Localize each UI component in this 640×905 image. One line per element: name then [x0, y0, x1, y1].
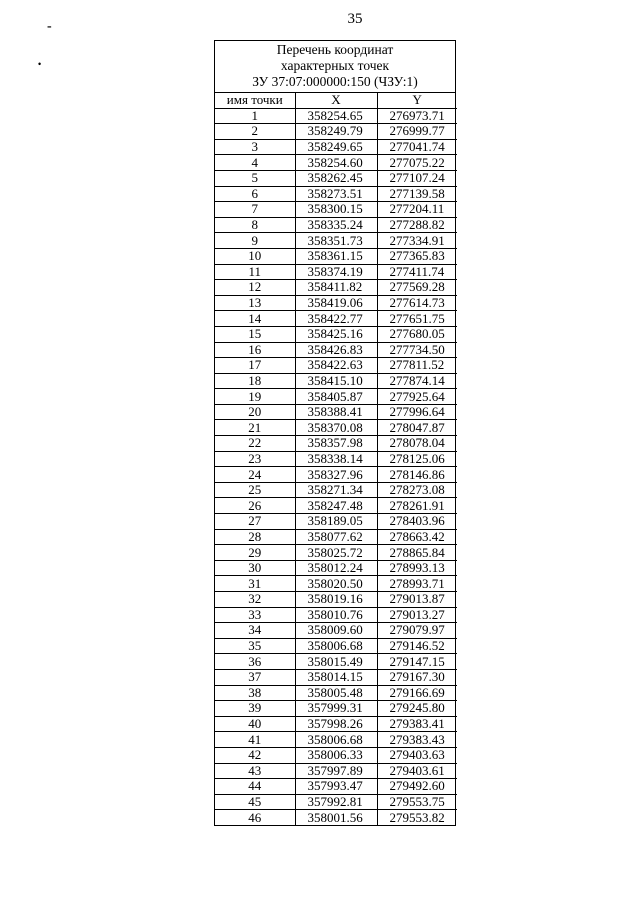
- cell-y: 277411.74: [377, 264, 457, 280]
- table-row: [215, 498, 457, 514]
- cell-y: 277041.74: [377, 139, 457, 155]
- cell-y: 278125.06: [377, 451, 457, 467]
- table-row: [215, 467, 457, 483]
- table-row: [215, 155, 457, 171]
- cell-y: 278261.91: [377, 498, 457, 514]
- cell-point-name: 43: [215, 763, 295, 779]
- cell-y: 279403.63: [377, 747, 457, 763]
- table-row: [215, 779, 457, 795]
- cell-y: 278047.87: [377, 420, 457, 436]
- cell-x: 357998.26: [295, 716, 377, 732]
- header-row: [215, 93, 457, 108]
- cell-x: 357992.81: [295, 794, 377, 810]
- cell-x: 358425.16: [295, 326, 377, 342]
- cell-y: 277288.82: [377, 217, 457, 233]
- table-row: [215, 326, 457, 342]
- cell-point-name: 21: [215, 420, 295, 436]
- cell-y: 277996.64: [377, 404, 457, 420]
- cell-x: 358020.50: [295, 576, 377, 592]
- header-point-name: имя точки: [226, 93, 283, 108]
- table-row: [215, 514, 457, 530]
- cell-y: 278403.96: [377, 514, 457, 530]
- cell-point-name: 46: [215, 810, 295, 825]
- table-row: [215, 373, 457, 389]
- cell-y: 278993.71: [377, 576, 457, 592]
- cell-point-name: 24: [215, 467, 295, 483]
- header-y: Y: [377, 93, 457, 108]
- table-row: [215, 763, 457, 779]
- table-row: [215, 716, 457, 732]
- cell-x: 358262.45: [295, 170, 377, 186]
- cell-y: 278865.84: [377, 545, 457, 561]
- cell-point-name: 22: [215, 436, 295, 452]
- table-body: [215, 108, 457, 825]
- cell-y: 277139.58: [377, 186, 457, 202]
- cell-y: 279166.69: [377, 685, 457, 701]
- cell-x: 358006.68: [295, 732, 377, 748]
- cell-y: 278993.13: [377, 560, 457, 576]
- cell-x: 358415.10: [295, 373, 377, 389]
- cell-point-name: 27: [215, 514, 295, 530]
- table-title-line: ЗУ 37:07:000000:150 (ЧЗУ:1): [252, 74, 418, 89]
- cell-x: 358010.76: [295, 607, 377, 623]
- cell-y: 277204.11: [377, 202, 457, 218]
- table-row: [215, 607, 457, 623]
- cell-y: 277365.83: [377, 248, 457, 264]
- cell-y: 279013.27: [377, 607, 457, 623]
- cell-x: 358012.24: [295, 560, 377, 576]
- cell-point-name: 13: [215, 295, 295, 311]
- cell-point-name: 32: [215, 592, 295, 608]
- table-row: [215, 560, 457, 576]
- cell-x: 358254.65: [295, 108, 377, 124]
- table-row: [215, 311, 457, 327]
- cell-x: 358335.24: [295, 217, 377, 233]
- table-row: [215, 747, 457, 763]
- cell-point-name: 5: [215, 170, 295, 186]
- table-row: [215, 482, 457, 498]
- table-row: [215, 669, 457, 685]
- table-row: [215, 794, 457, 810]
- cell-point-name: 1: [215, 108, 295, 124]
- cell-x: 358357.98: [295, 436, 377, 452]
- table-row: [215, 358, 457, 374]
- table-row: [215, 170, 457, 186]
- table-row: [215, 701, 457, 717]
- cell-y: 278078.04: [377, 436, 457, 452]
- cell-y: 279553.75: [377, 794, 457, 810]
- cell-x: 358189.05: [295, 514, 377, 530]
- cell-x: 358374.19: [295, 264, 377, 280]
- cell-x: 358426.83: [295, 342, 377, 358]
- cell-point-name: 18: [215, 373, 295, 389]
- cell-y: 277614.73: [377, 295, 457, 311]
- cell-x: 358006.33: [295, 747, 377, 763]
- table-row: [215, 233, 457, 249]
- cell-y: 277334.91: [377, 233, 457, 249]
- cell-x: 358327.96: [295, 467, 377, 483]
- cell-point-name: 41: [215, 732, 295, 748]
- cell-x: 358025.72: [295, 545, 377, 561]
- table-title-line: характерных точек: [280, 58, 390, 73]
- table-row: [215, 529, 457, 545]
- table-row: [215, 202, 457, 218]
- cell-point-name: 2: [215, 124, 295, 140]
- cell-point-name: 10: [215, 248, 295, 264]
- cell-point-name: 25: [215, 482, 295, 498]
- page-number: 35: [347, 11, 363, 27]
- cell-x: 358388.41: [295, 404, 377, 420]
- cell-x: 358009.60: [295, 623, 377, 639]
- table-row: [215, 124, 457, 140]
- cell-x: 358361.15: [295, 248, 377, 264]
- cell-x: 358422.63: [295, 358, 377, 374]
- cell-y: 277680.05: [377, 326, 457, 342]
- cell-point-name: 39: [215, 701, 295, 717]
- cell-y: 279383.43: [377, 732, 457, 748]
- cell-point-name: 15: [215, 326, 295, 342]
- table-row: [215, 248, 457, 264]
- cell-x: 357999.31: [295, 701, 377, 717]
- cell-y: 279383.41: [377, 716, 457, 732]
- cell-point-name: 23: [215, 451, 295, 467]
- cell-y: 279553.82: [377, 810, 457, 825]
- cell-x: 358015.49: [295, 654, 377, 670]
- coordinates-grid: [215, 93, 457, 825]
- cell-y: 277569.28: [377, 280, 457, 296]
- cell-point-name: 11: [215, 264, 295, 280]
- cell-x: 358249.65: [295, 139, 377, 155]
- table-row: [215, 342, 457, 358]
- cell-y: 279079.97: [377, 623, 457, 639]
- table-row: [215, 451, 457, 467]
- cell-point-name: 12: [215, 280, 295, 296]
- cell-x: 358370.08: [295, 420, 377, 436]
- table-row: [215, 592, 457, 608]
- cell-point-name: 26: [215, 498, 295, 514]
- cell-point-name: 37: [215, 669, 295, 685]
- bullet-mark: -: [47, 19, 52, 34]
- table-row: [215, 217, 457, 233]
- cell-x: 358419.06: [295, 295, 377, 311]
- cell-x: 358411.82: [295, 280, 377, 296]
- cell-y: 279167.30: [377, 669, 457, 685]
- cell-x: 358019.16: [295, 592, 377, 608]
- cell-point-name: 7: [215, 202, 295, 218]
- table-row: [215, 623, 457, 639]
- cell-point-name: 34: [215, 623, 295, 639]
- cell-point-name: 4: [215, 155, 295, 171]
- cell-point-name: 35: [215, 638, 295, 654]
- cell-x: 358351.73: [295, 233, 377, 249]
- cell-y: 277107.24: [377, 170, 457, 186]
- table-row: [215, 139, 457, 155]
- cell-y: 277925.64: [377, 389, 457, 405]
- cell-point-name: 8: [215, 217, 295, 233]
- cell-x: 358247.48: [295, 498, 377, 514]
- cell-point-name: 16: [215, 342, 295, 358]
- cell-point-name: 42: [215, 747, 295, 763]
- cell-x: 358014.15: [295, 669, 377, 685]
- table-row: [215, 295, 457, 311]
- cell-point-name: 29: [215, 545, 295, 561]
- cell-point-name: 9: [215, 233, 295, 249]
- table-row: [215, 576, 457, 592]
- table-title-line: Перечень координат: [276, 42, 394, 57]
- cell-x: 358338.14: [295, 451, 377, 467]
- cell-point-name: 6: [215, 186, 295, 202]
- cell-y: 279492.60: [377, 779, 457, 795]
- table-row: [215, 685, 457, 701]
- cell-x: 358300.15: [295, 202, 377, 218]
- table-row: [215, 389, 457, 405]
- table-row: [215, 545, 457, 561]
- cell-y: 276999.77: [377, 124, 457, 140]
- table-row: [215, 810, 457, 825]
- cell-y: 279146.52: [377, 638, 457, 654]
- cell-y: 278146.86: [377, 467, 457, 483]
- cell-x: 358422.77: [295, 311, 377, 327]
- coordinates-table: [214, 40, 456, 826]
- cell-y: 277734.50: [377, 342, 457, 358]
- cell-point-name: 38: [215, 685, 295, 701]
- cell-point-name: 17: [215, 358, 295, 374]
- cell-point-name: 3: [215, 139, 295, 155]
- cell-x: 358254.60: [295, 155, 377, 171]
- table-row: [215, 108, 457, 124]
- cell-x: 358249.79: [295, 124, 377, 140]
- cell-point-name: 19: [215, 389, 295, 405]
- table-row: [215, 436, 457, 452]
- cell-point-name: 45: [215, 794, 295, 810]
- cell-y: 277874.14: [377, 373, 457, 389]
- cell-y: 276973.71: [377, 108, 457, 124]
- cell-x: 358006.68: [295, 638, 377, 654]
- cell-point-name: 33: [215, 607, 295, 623]
- cell-x: 358001.56: [295, 810, 377, 825]
- cell-point-name: 40: [215, 716, 295, 732]
- cell-x: 357997.89: [295, 763, 377, 779]
- cell-point-name: 31: [215, 576, 295, 592]
- cell-y: 278273.08: [377, 482, 457, 498]
- table-title: [215, 41, 455, 93]
- table-row: [215, 264, 457, 280]
- cell-y: 277811.52: [377, 358, 457, 374]
- table-row: [215, 280, 457, 296]
- cell-x: 358077.62: [295, 529, 377, 545]
- cell-point-name: 36: [215, 654, 295, 670]
- table-row: [215, 404, 457, 420]
- cell-x: 358005.48: [295, 685, 377, 701]
- bullet-mark: •: [38, 59, 42, 69]
- cell-point-name: 20: [215, 404, 295, 420]
- cell-x: 358271.34: [295, 482, 377, 498]
- header-x: X: [295, 93, 377, 108]
- cell-point-name: 14: [215, 311, 295, 327]
- cell-point-name: 28: [215, 529, 295, 545]
- cell-y: 277651.75: [377, 311, 457, 327]
- cell-point-name: 30: [215, 560, 295, 576]
- cell-point-name: 44: [215, 779, 295, 795]
- cell-x: 358405.87: [295, 389, 377, 405]
- cell-y: 277075.22: [377, 155, 457, 171]
- table-row: [215, 654, 457, 670]
- cell-y: 279013.87: [377, 592, 457, 608]
- cell-x: 358273.51: [295, 186, 377, 202]
- table-row: [215, 420, 457, 436]
- cell-y: 279245.80: [377, 701, 457, 717]
- table-row: [215, 186, 457, 202]
- table-row: [215, 638, 457, 654]
- cell-y: 279147.15: [377, 654, 457, 670]
- cell-x: 357993.47: [295, 779, 377, 795]
- cell-y: 279403.61: [377, 763, 457, 779]
- cell-y: 278663.42: [377, 529, 457, 545]
- table-row: [215, 732, 457, 748]
